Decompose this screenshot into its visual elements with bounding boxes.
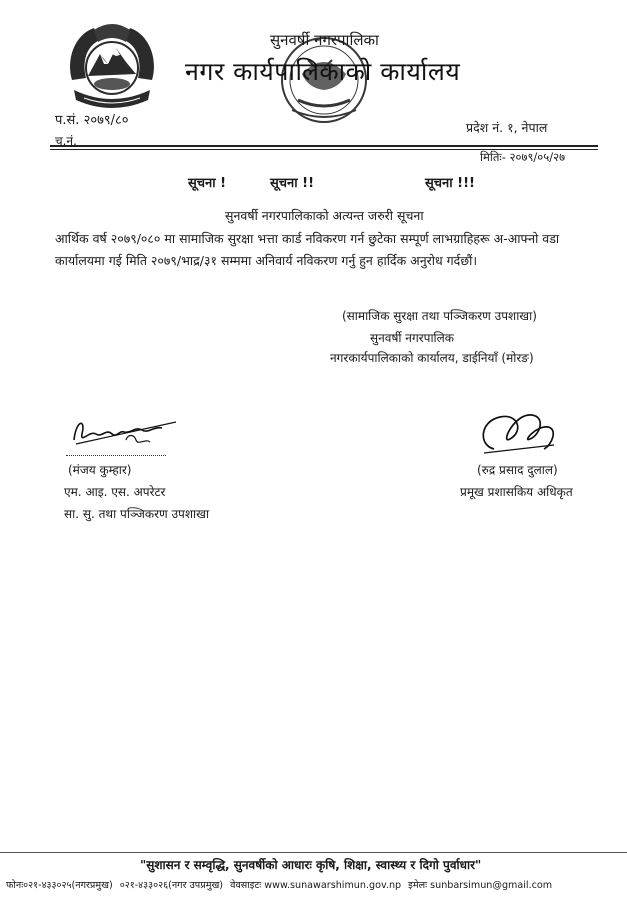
footer-divider: [0, 852, 627, 853]
notice-word-2: सूचना !!: [270, 176, 315, 191]
right-signatory-title: प्रमूख प्रशासकिय अधिकृत: [460, 485, 573, 499]
right-signatory-name: (रुद्र प्रसाद दुलाल): [477, 463, 558, 477]
signature-icon: [66, 400, 186, 458]
notice-heading: सुनवर्षी नगरपालिकाको अत्यन्त जरुरी सूचना: [225, 208, 424, 223]
dispatch-number: च.नं.: [55, 134, 77, 148]
footer-phone-deputy: ०२१-४३३०२६(नगर उपप्रमुख): [119, 880, 224, 891]
notice-body: आर्थिक वर्ष २०७९/०८० मा सामाजिक सुरक्षा भत्ता कार्ड नविकरण गर्न छुटेका सम्पूर्ण लाभग्राहिहरू अ-आफ्नो वडा कार्यालयमा गई मिति २०७९/भाद्र/३१ सम्ममा अनिवार्य नविकरण गर्नु हुन हार्दिक अनुरोध गर्दछौं।: [55, 231, 560, 268]
notice-word-1: सूचना !: [188, 176, 227, 191]
notice-word-3: सूचना !!!: [425, 176, 475, 191]
issuer-section: (सामाजिक सुरक्षा तथा पञ्जिकरण उपशाखा): [342, 309, 537, 323]
left-signatory-section: सा. सु. तथा पञ्जिकरण उपशाखा: [64, 507, 210, 521]
issuer-office: नगरकार्यपालिकाको कार्यालय, डाईनियाँ (मोरङ): [330, 351, 534, 365]
office-name: नगर कार्यपालिकाको कार्यालय: [185, 57, 461, 86]
signature-line: [66, 455, 166, 456]
date-label: मितिः- २०७९/०५/२७: [480, 150, 566, 164]
municipality-name: सुनवर्षी नगरपालिका: [270, 31, 379, 49]
footer-website: वेवसाइटः www.sunawarshimun.gov.np: [230, 880, 402, 891]
signature-icon: [474, 405, 564, 460]
footer-contact: [6, 880, 621, 893]
left-signatory-name: (मंजय कुम्हार): [68, 463, 132, 477]
footer-motto: "सुशासन र सम्वृद्धि, सुनवर्षीको आधारः कृषि, शिक्षा, स्वास्थ्य र दिगो पुर्वाधार": [140, 858, 482, 872]
header-divider: [50, 145, 598, 147]
footer-email: इमेलः sunbarsimun@gmail.com: [408, 880, 553, 891]
left-signatory-title: एम. आइ. एस. अपरेटर: [64, 485, 166, 499]
reference-number: प.सं. २०७९/८०: [55, 113, 129, 128]
issuer-municipality: सुनवर्षी नगरपालिक: [370, 331, 455, 345]
province-label: प्रदेश नं. १, नेपाल: [466, 120, 548, 135]
nepal-emblem-icon: [64, 20, 160, 116]
footer-phone-mayor: फोनः०२१-४३३०२५(नगरप्रमुख): [6, 880, 113, 891]
